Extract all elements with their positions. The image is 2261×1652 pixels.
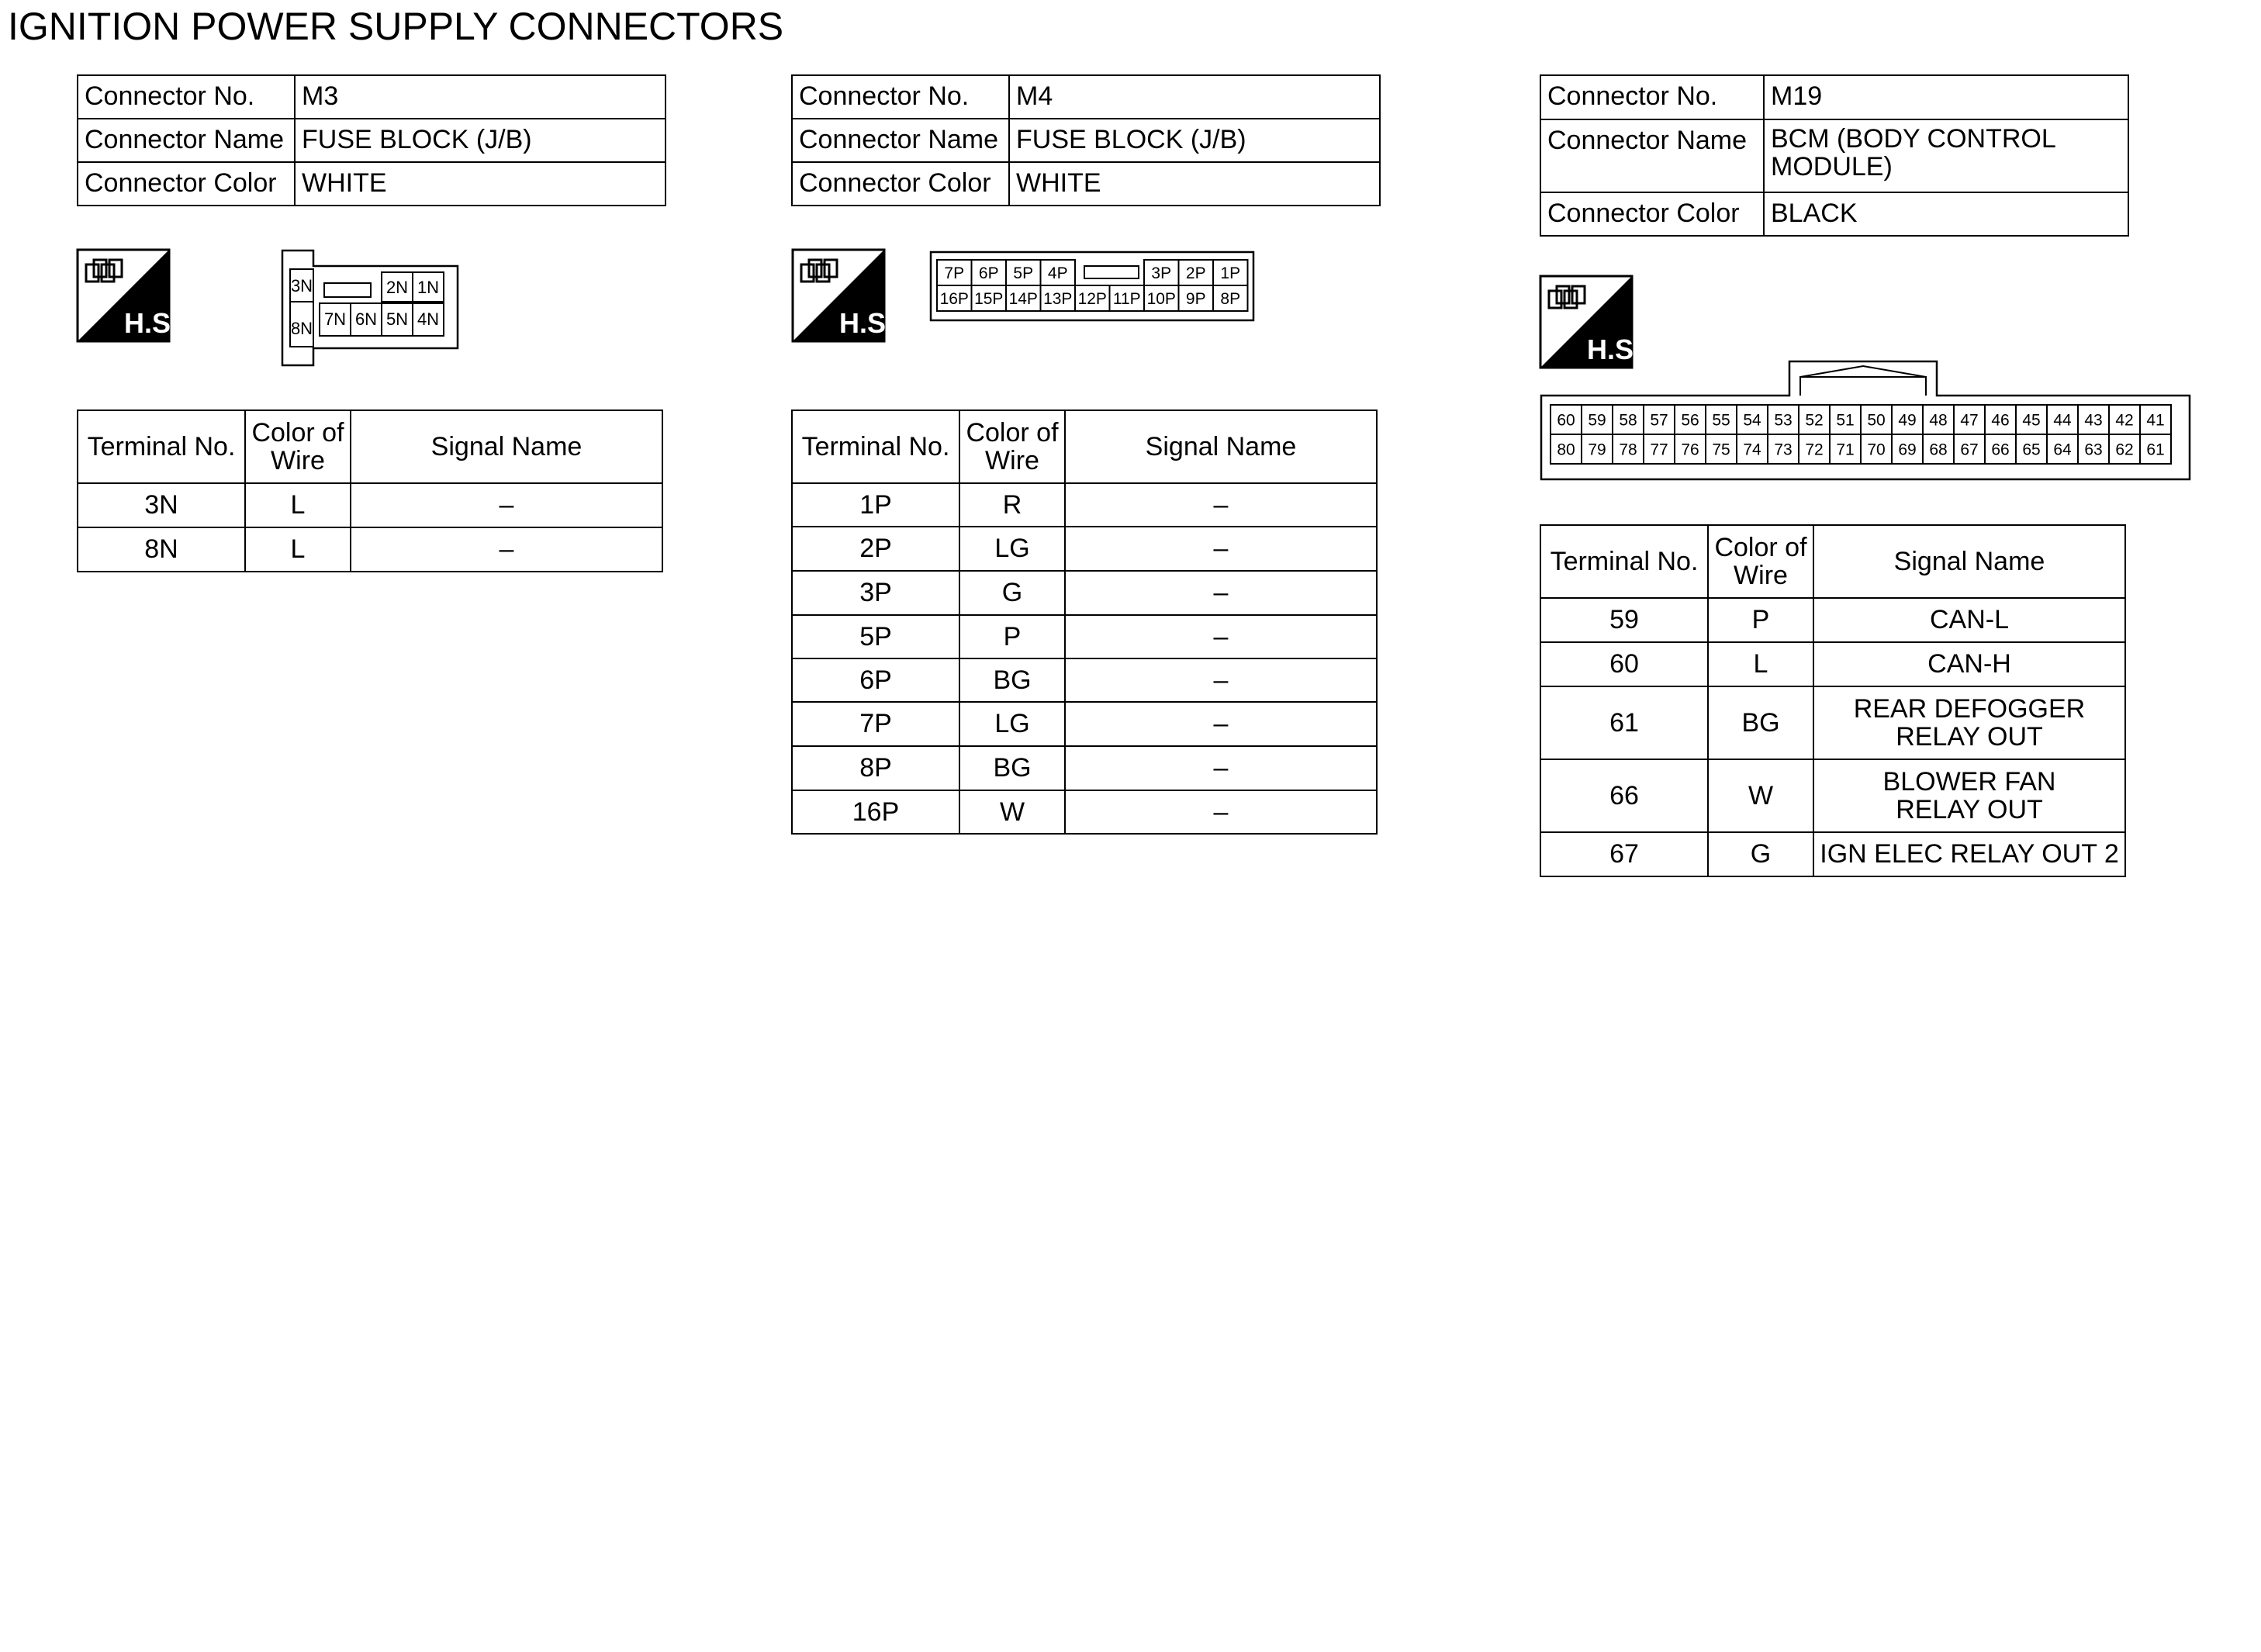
wire-color: W xyxy=(1708,759,1813,832)
connector-name-label: Connector Name xyxy=(78,119,295,162)
signal-name: – xyxy=(1065,615,1377,658)
pin-label: 58 xyxy=(1619,411,1637,430)
terminal-no: 60 xyxy=(1540,642,1708,686)
signal-name: – xyxy=(351,527,662,572)
pin-label: 53 xyxy=(1774,411,1793,430)
pin-label: 65 xyxy=(2022,441,2041,459)
connector-color-label: Connector Color xyxy=(78,162,295,206)
connector-name-value: BCM (BODY CONTROL MODULE) xyxy=(1764,119,2128,192)
pin-label: 3N xyxy=(290,276,313,295)
signal-name: BLOWER FAN RELAY OUT xyxy=(1813,759,2125,832)
pin-label: 4P xyxy=(1047,264,1068,283)
pin-label: 61 xyxy=(2146,441,2165,459)
signal-name-header: Signal Name xyxy=(1065,410,1377,483)
hs-label: H.S. xyxy=(1586,334,1642,365)
terminal-no: 3N xyxy=(78,483,245,527)
connector-color-label: Connector Color xyxy=(792,162,1009,206)
pin-label: 7P xyxy=(944,264,965,283)
pin-label: 62 xyxy=(2115,441,2134,459)
pin-label: 44 xyxy=(2053,411,2072,430)
signal-name: – xyxy=(1065,746,1377,790)
connector-color-value: WHITE xyxy=(295,162,666,206)
pin-label: 13P xyxy=(1043,290,1073,309)
connector-color-label: Connector Color xyxy=(1540,192,1764,236)
hs-label: H.S. xyxy=(838,307,894,339)
pin-label: 51 xyxy=(1836,411,1855,430)
connector-info-m19 xyxy=(1540,74,2129,237)
connector-no-value: M19 xyxy=(1764,75,2128,119)
pin-label: 47 xyxy=(1960,411,1979,430)
pin-label: 6P xyxy=(978,264,999,283)
connector-name-value: FUSE BLOCK (J/B) xyxy=(1009,119,1380,162)
connector-no-label: Connector No. xyxy=(792,75,1009,119)
page-title: IGNITION POWER SUPPLY CONNECTORS xyxy=(8,5,784,48)
pin-label: 68 xyxy=(1929,441,1948,459)
pin-label: 78 xyxy=(1619,441,1637,459)
harness-side-icon xyxy=(77,249,179,342)
terminal-no: 61 xyxy=(1540,686,1708,759)
wire-color: P xyxy=(1708,598,1813,642)
wire-color: L xyxy=(245,527,351,572)
terminal-table-m3 xyxy=(77,410,663,572)
pin-label: 77 xyxy=(1650,441,1668,459)
signal-name: – xyxy=(1065,658,1377,702)
table-row xyxy=(792,746,1377,790)
terminal-no-header: Terminal No. xyxy=(792,410,959,483)
signal-name: REAR DEFOGGER RELAY OUT xyxy=(1813,686,2125,759)
pin-label: 7N xyxy=(323,309,347,329)
wire-color: G xyxy=(1708,832,1813,876)
connector-face-m19 xyxy=(1540,360,2191,481)
harness-side-icon xyxy=(1540,275,1642,368)
pin-label: 9P xyxy=(1185,290,1206,309)
terminal-no: 8N xyxy=(78,527,245,572)
pin-label: 14P xyxy=(1008,290,1038,309)
terminal-no: 1P xyxy=(792,483,959,527)
pin-label: 10P xyxy=(1146,290,1176,309)
signal-name-header: Signal Name xyxy=(1813,525,2125,598)
connector-name-label: Connector Name xyxy=(1540,119,1764,192)
table-row xyxy=(792,658,1377,702)
pin-label: 69 xyxy=(1898,441,1917,459)
pin-label: 5P xyxy=(1013,264,1034,283)
pin-label: 66 xyxy=(1991,441,2010,459)
signal-name: CAN-L xyxy=(1813,598,2125,642)
connector-info-m4 xyxy=(791,74,1381,206)
terminal-no: 3P xyxy=(792,571,959,615)
pin-label: 2P xyxy=(1185,264,1206,283)
pin-label: 8P xyxy=(1220,290,1241,309)
signal-name: CAN-H xyxy=(1813,642,2125,686)
table-row xyxy=(1540,686,2125,759)
signal-name-header: Signal Name xyxy=(351,410,662,483)
pin-label: 59 xyxy=(1588,411,1606,430)
wire-color: W xyxy=(959,790,1065,834)
pin-label: 16P xyxy=(939,290,969,309)
pin-label: 71 xyxy=(1836,441,1855,459)
pin-label: 8N xyxy=(290,319,313,338)
pin-label: 79 xyxy=(1588,441,1606,459)
pin-label: 72 xyxy=(1805,441,1824,459)
pin-label: 60 xyxy=(1557,411,1575,430)
pin-label: 49 xyxy=(1898,411,1917,430)
terminal-no: 6P xyxy=(792,658,959,702)
table-row xyxy=(78,527,662,572)
pin-label: 54 xyxy=(1743,411,1761,430)
terminal-no: 59 xyxy=(1540,598,1708,642)
wire-color: P xyxy=(959,615,1065,658)
wire-color: R xyxy=(959,483,1065,527)
pin-label: 1N xyxy=(417,278,440,297)
pin-label: 52 xyxy=(1805,411,1824,430)
wire-color: LG xyxy=(959,702,1065,746)
pin-label: 6N xyxy=(354,309,378,329)
pin-label: 41 xyxy=(2146,411,2165,430)
signal-name: – xyxy=(1065,702,1377,746)
wire-color: BG xyxy=(959,746,1065,790)
wire-color: G xyxy=(959,571,1065,615)
pin-label: 64 xyxy=(2053,441,2072,459)
connector-name-label: Connector Name xyxy=(792,119,1009,162)
signal-name: – xyxy=(1065,483,1377,527)
table-row xyxy=(792,615,1377,658)
pin-label: 55 xyxy=(1712,411,1730,430)
pin-label: 56 xyxy=(1681,411,1699,430)
terminal-table-m4 xyxy=(791,410,1378,835)
pin-label: 4N xyxy=(417,309,440,329)
harness-side-icon xyxy=(792,249,894,342)
table-row xyxy=(1540,642,2125,686)
connector-info-m3 xyxy=(77,74,666,206)
terminal-no: 5P xyxy=(792,615,959,658)
pin-label: 74 xyxy=(1743,441,1761,459)
terminal-table-m19 xyxy=(1540,524,2126,877)
pin-label: 1P xyxy=(1220,264,1241,283)
connector-face-m4 xyxy=(929,251,1255,322)
pin-label: 76 xyxy=(1681,441,1699,459)
connector-no-label: Connector No. xyxy=(1540,75,1764,119)
hs-label: H.S. xyxy=(123,307,179,339)
signal-name: – xyxy=(351,483,662,527)
pin-label: 75 xyxy=(1712,441,1730,459)
table-row xyxy=(1540,832,2125,876)
wire-color-header: Color of Wire xyxy=(959,410,1065,483)
connector-color-value: WHITE xyxy=(1009,162,1380,206)
connector-color-value: BLACK xyxy=(1764,192,2128,236)
pin-label: 57 xyxy=(1650,411,1668,430)
pin-label: 48 xyxy=(1929,411,1948,430)
connector-no-value: M4 xyxy=(1009,75,1380,119)
pin-label: 46 xyxy=(1991,411,2010,430)
signal-name: – xyxy=(1065,527,1377,571)
connector-no-label: Connector No. xyxy=(78,75,295,119)
connector-face-m3 xyxy=(281,249,459,367)
pin-label: 3P xyxy=(1151,264,1172,283)
terminal-no: 7P xyxy=(792,702,959,746)
connector-no-value: M3 xyxy=(295,75,666,119)
signal-name: – xyxy=(1065,571,1377,615)
wire-color: BG xyxy=(959,658,1065,702)
connector-name-value: FUSE BLOCK (J/B) xyxy=(295,119,666,162)
terminal-no-header: Terminal No. xyxy=(1540,525,1708,598)
pin-label: 15P xyxy=(974,290,1004,309)
pin-label: 45 xyxy=(2022,411,2041,430)
wire-color: BG xyxy=(1708,686,1813,759)
terminal-no: 8P xyxy=(792,746,959,790)
table-row xyxy=(792,527,1377,571)
table-row xyxy=(792,790,1377,834)
pin-label: 11P xyxy=(1112,290,1141,309)
table-row xyxy=(78,483,662,527)
wire-color: L xyxy=(1708,642,1813,686)
pin-label: 67 xyxy=(1960,441,1979,459)
pin-label: 50 xyxy=(1867,411,1886,430)
signal-name: IGN ELEC RELAY OUT 2 xyxy=(1813,832,2125,876)
wire-color: L xyxy=(245,483,351,527)
pin-label: 42 xyxy=(2115,411,2134,430)
terminal-no: 67 xyxy=(1540,832,1708,876)
wire-color-header: Color of Wire xyxy=(1708,525,1813,598)
table-row xyxy=(1540,759,2125,832)
pin-label: 43 xyxy=(2084,411,2103,430)
pin-label: 2N xyxy=(385,278,409,297)
pin-label: 63 xyxy=(2084,441,2103,459)
signal-name: – xyxy=(1065,790,1377,834)
table-row xyxy=(792,702,1377,746)
pin-label: 80 xyxy=(1557,441,1575,459)
terminal-no-header: Terminal No. xyxy=(78,410,245,483)
wire-color-header: Color of Wire xyxy=(245,410,351,483)
terminal-no: 2P xyxy=(792,527,959,571)
wire-color: LG xyxy=(959,527,1065,571)
table-row xyxy=(792,571,1377,615)
terminal-no: 66 xyxy=(1540,759,1708,832)
pin-label: 12P xyxy=(1077,290,1107,309)
pin-label: 5N xyxy=(385,309,409,329)
pin-label: 70 xyxy=(1867,441,1886,459)
table-row xyxy=(792,483,1377,527)
terminal-no: 16P xyxy=(792,790,959,834)
pin-label: 73 xyxy=(1774,441,1793,459)
table-row xyxy=(1540,598,2125,642)
